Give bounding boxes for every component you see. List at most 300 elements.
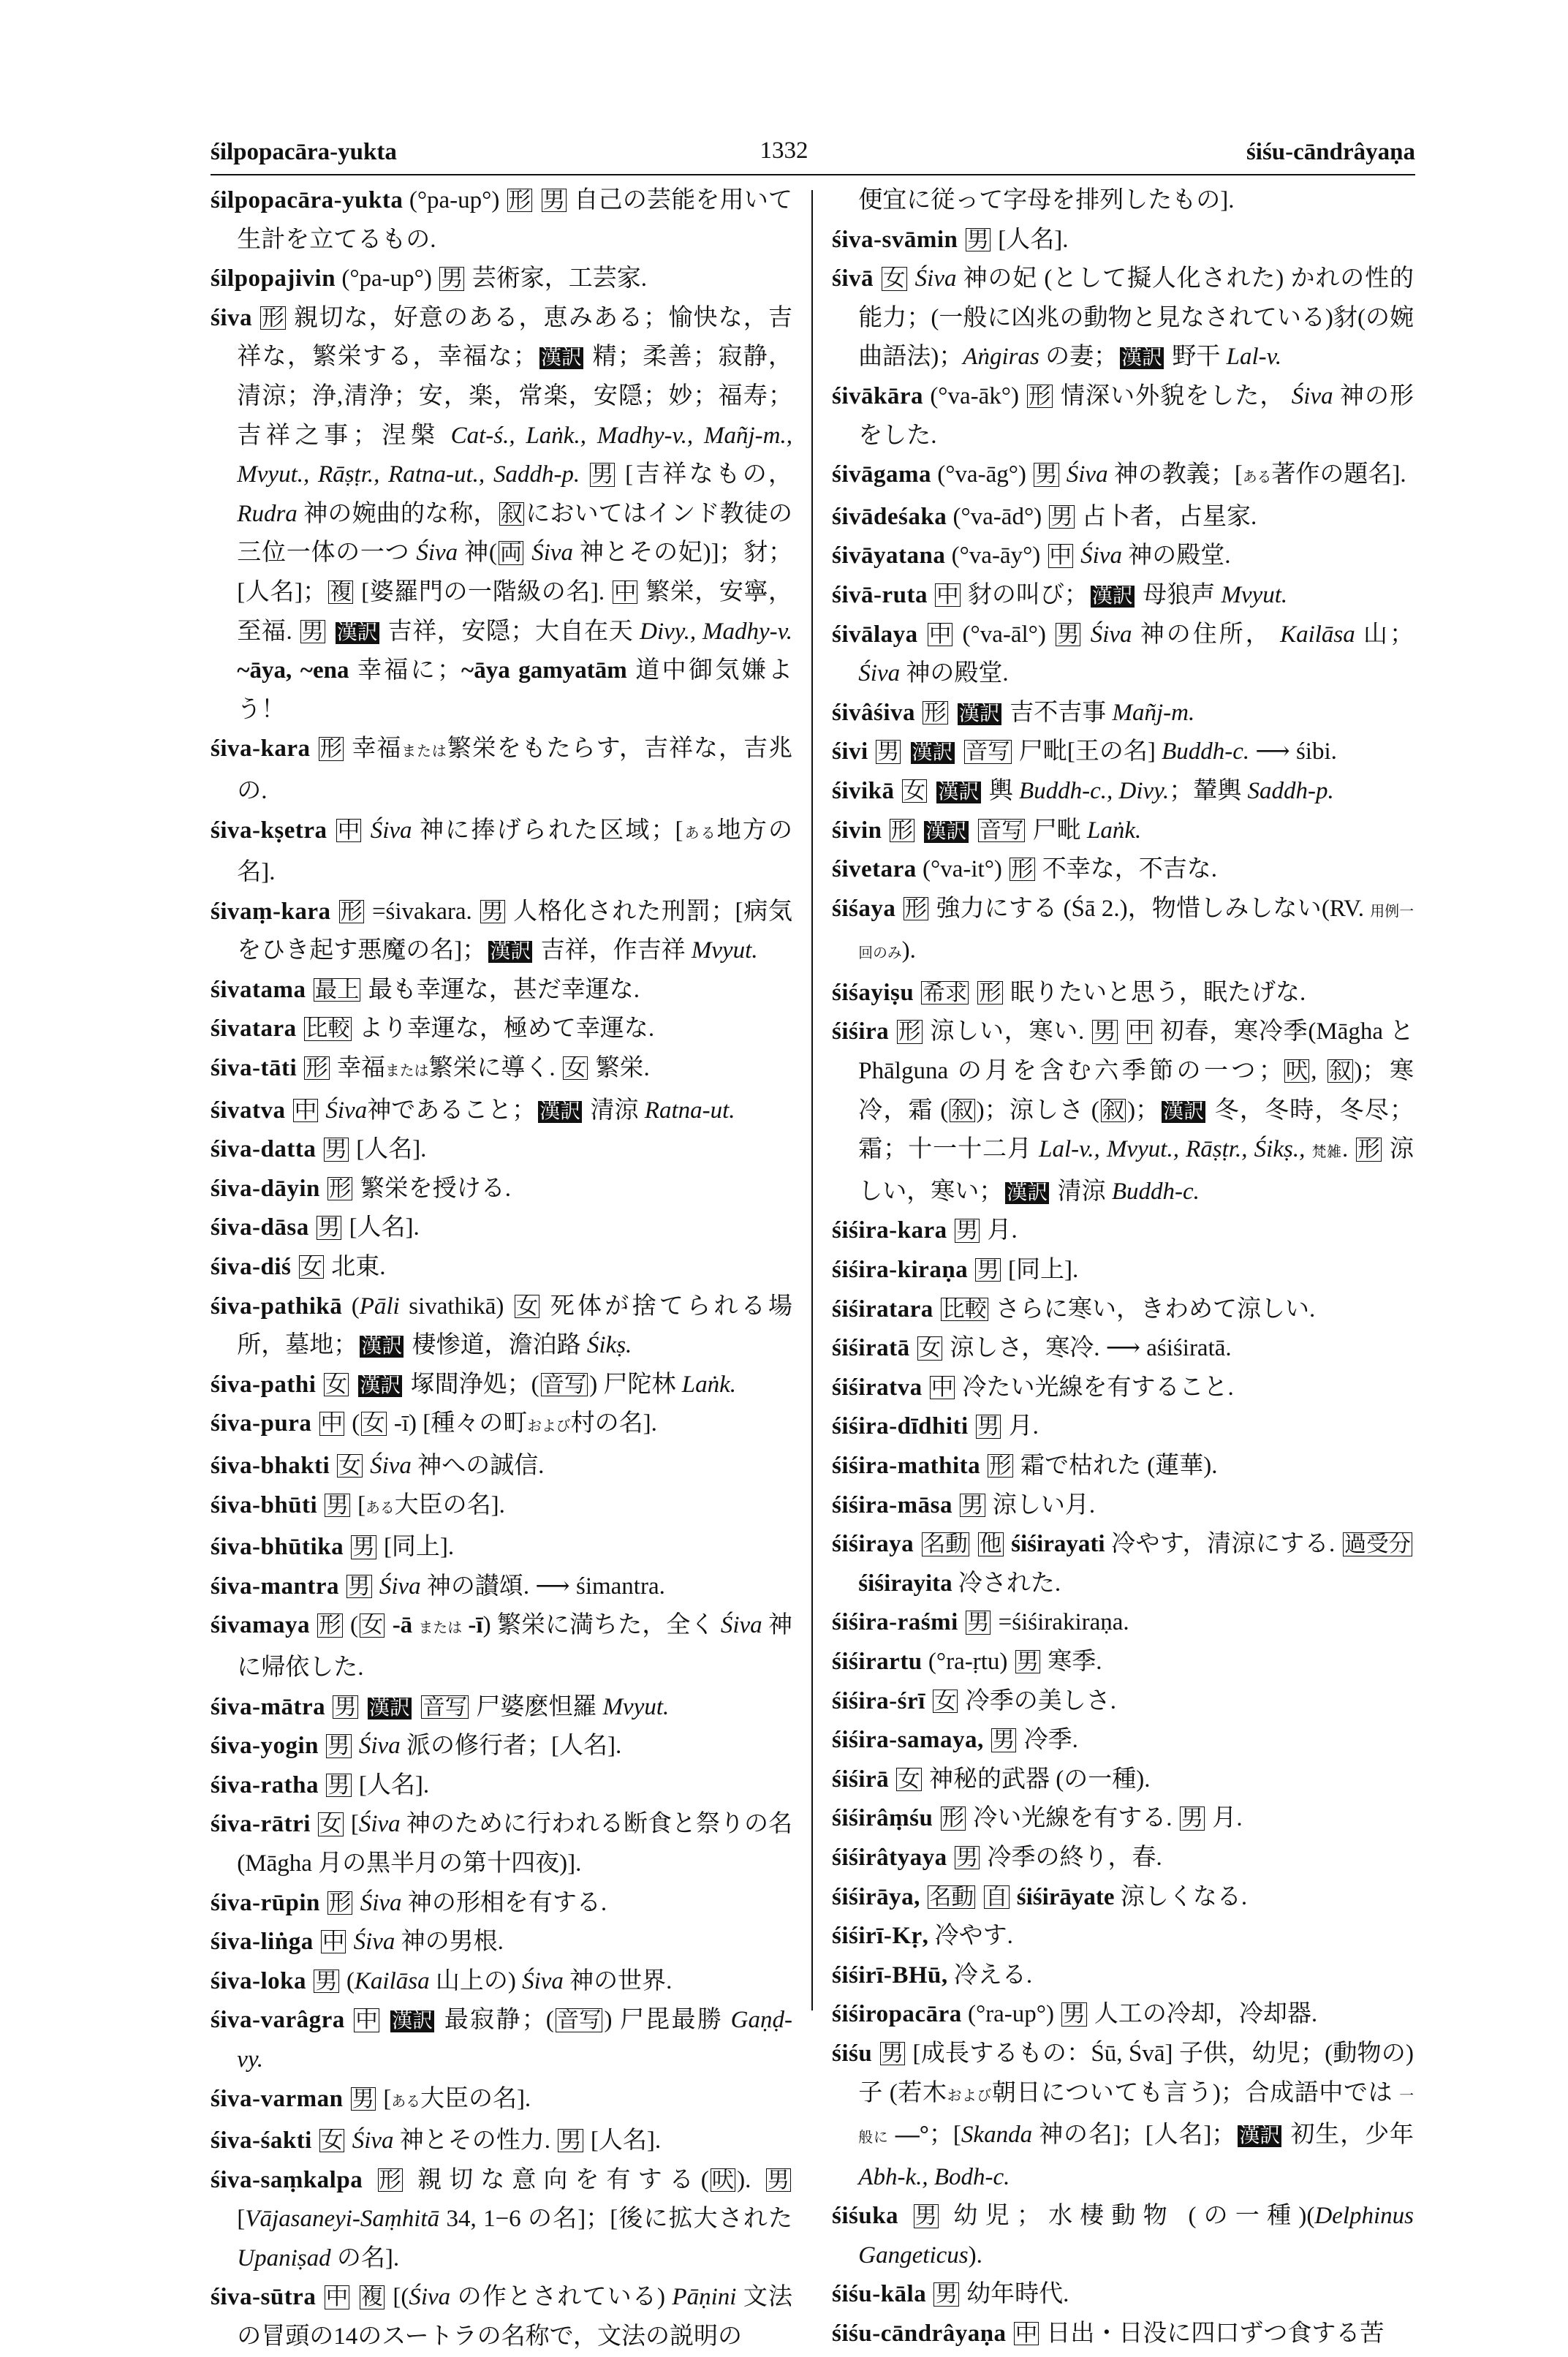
italic-text: Śiva — [416, 540, 458, 567]
grammar-label: 音写 — [542, 1372, 587, 1397]
page-number: 1332 — [760, 137, 808, 164]
bold-form: —° — [895, 2122, 929, 2149]
grammar-label: 男 — [317, 1215, 341, 1241]
grammar-label: 中 — [325, 2285, 349, 2310]
dictionary-entry: śiśirī-Kṛ, 冷やす. — [832, 1923, 1013, 1950]
bold-form: śiśirayita — [858, 1570, 952, 1597]
grammar-label: 複 — [360, 2285, 383, 2310]
headword: śiva-śakti — [211, 2127, 312, 2154]
dictionary-entry: śivi 男 漢訳 音写 尸毗[王の名] Buddh-c. ⟶ śibi. — [832, 738, 1337, 765]
grammar-label: 男 — [955, 1218, 979, 1244]
grammar-label: 形 — [898, 1019, 921, 1045]
grammar-label: 形 — [319, 736, 343, 762]
italic-text: Cat-ś., Laṅk., Madhy-v., Mañj-m., Mvyut., Rāṣṭr., Ratna-ut., Saddh-p. — [237, 422, 793, 488]
dictionary-entry: śivatva 中 Śiva神であること； 漢訳 清涼 Ratna-ut. — [211, 1097, 735, 1124]
grammar-label: 男 — [966, 227, 989, 252]
translation-label: 漢訳 — [360, 1374, 401, 1397]
italic-text: Buddh-c., Divy. — [1019, 777, 1170, 804]
grammar-label: 男 — [1057, 621, 1080, 647]
dictionary-entry: śiva-tāti 形 幸福または繁栄に導く. 女 繁栄. — [211, 1055, 650, 1082]
grammar-label: 女 — [325, 1372, 347, 1397]
grammar-label: 形 — [340, 898, 363, 924]
dictionary-entry: śiśirī-BHū, 冷える. — [832, 1961, 1033, 1989]
header-rule — [211, 174, 1415, 175]
dictionary-entry: śivaṃ-kara 形 =śivakara. 男 人格化された刑罰；[病気をひき起す悪魔の名]； 漢訳 吉祥，作吉祥 Mvyut. — [211, 898, 792, 964]
bold-form: ~āya, ~ena — [237, 657, 349, 684]
headword: śiśirī-BHū, — [832, 1961, 948, 1989]
small-note: 一般に — [858, 2087, 1414, 2146]
grammar-label: 男 — [993, 1728, 1015, 1753]
translation-label: 漢訳 — [369, 1696, 411, 1719]
headword: śiśira-mathita — [832, 1453, 981, 1479]
headword: śiśiratva — [832, 1374, 923, 1401]
translation-label: 漢訳 — [1163, 1100, 1205, 1123]
italic-text: Skanda — [961, 2122, 1033, 2149]
grammar-label: 中 — [928, 621, 952, 647]
grammar-label: 形 — [979, 980, 1001, 1005]
dictionary-entry: śiśu-kāla 男 幼年時代. — [832, 2281, 1069, 2308]
italic-text: Mvyut. — [1221, 581, 1288, 608]
dictionary-entry: śivâśiva 形 漢訳 吉不吉事 Mañj-m. — [832, 699, 1195, 726]
translation-label: 漢訳 — [1091, 584, 1133, 608]
grammar-label: 形 — [942, 1806, 964, 1831]
dictionary-entry: śivatama 最上 最も幸運な，甚だ幸運な. — [211, 976, 640, 1003]
grammar-label: 男 — [955, 1845, 979, 1870]
dictionary-entry: śivatara 比較 より幸運な，極めて幸運な. — [211, 1015, 655, 1043]
italic-text: Delphinus Gangeticus — [858, 2203, 1414, 2269]
dictionary-entry: śiva-varman 男 [ある大臣の名]. — [211, 2085, 531, 2112]
dictionary-entry: śiśira-kara 男 月. — [832, 1217, 1018, 1244]
grammar-label: 比較 — [942, 1296, 987, 1322]
dictionary-entry: śivikā 女 漢訳 輿 Buddh-c., Divy.；輦輿 Saddh-p. — [832, 777, 1334, 804]
small-note: ある — [366, 1499, 395, 1516]
italic-text: Saddh-p. — [1247, 777, 1334, 804]
dictionary-entry: śiva-pathikā (Pāli sivathikā) 女 死体が捨てられる場所，墓地； 漢訳 棲惨道，澹泊路 Śikṣ. — [211, 1293, 792, 1359]
translation-label: 漢訳 — [912, 741, 953, 765]
grammar-label: 吠 — [711, 2167, 735, 2193]
grammar-label: 男 — [325, 1137, 347, 1162]
headword: śiva-mātra — [211, 1693, 326, 1720]
dictionary-entry: śiva-varâgra 中 漢訳 最寂静；( 音写 ) 尸毘最勝 Gaṇḍ-vy. — [211, 2007, 792, 2073]
headword: śiśu — [832, 2040, 873, 2067]
headword: śivatara — [211, 1015, 297, 1043]
dictionary-entry: śiva 形 親切な，好意のある，恵みある；愉快な，吉祥な，繁栄する，幸福な； 漢訳 精；柔善；寂静，清涼；浄,清浄；安，楽，常楽，安隠；妙；福寿；吉祥之事；涅槃 Cat-ś., Laṅk., Madhy-v., Mañj-m., Mvyut., Rāṣṭr., Ratna-ut., Saddh-p. 男 [吉祥なもの，Rudra 神の婉曲的な称， 叙 においてはインド教徒の三位一体の一つ Śiva 神( 両 Śiva 神とその妃)]；豺；[人名]； 複 [婆羅門の一階級の名]. 中 繁栄，安寧，至福. 男 漢訳 吉祥，安隠；大自在天 Divy., Madhy-v. ~āya, ~ena 幸福に；~āya gamyatām 道中御気嫌よう！ — [211, 304, 793, 723]
dictionary-entry: śiśiratara 比較 さらに寒い，きわめて涼しい. — [832, 1295, 1316, 1323]
dictionary-entry: śiva-yogin 男 Śiva 派の修行者；[人名]. — [211, 1733, 622, 1760]
small-note: および — [947, 2087, 992, 2104]
italic-text: Śiva — [352, 2127, 394, 2154]
dictionary-entry: śiśirâṃśu 形 冷い光線を有する. 男 月. — [832, 1805, 1243, 1832]
italic-text: Śikṣ. — [586, 1332, 632, 1359]
italic-text: Mvyut. — [691, 937, 758, 964]
headword: śiśirâṃśu — [832, 1805, 933, 1832]
grammar-label: 女 — [934, 1688, 957, 1714]
italic-text: Śiva — [325, 1097, 368, 1124]
headword: śiva-rātri — [211, 1811, 311, 1838]
headword: śiva-dāsa — [211, 1214, 309, 1241]
italic-text: Divy., Madhy-v. — [640, 618, 793, 645]
grammar-label: 男 — [352, 1535, 375, 1560]
grammar-label: 女 — [363, 1411, 385, 1437]
dictionary-entry: śiva-pathi 女 漢訳 塚間浄処；( 音写 ) 尸陀林 Laṅk. — [211, 1371, 737, 1398]
headword: śilpopajivin — [211, 265, 336, 292]
grammar-label: 男 — [327, 1772, 350, 1798]
translation-label: 漢訳 — [1239, 2125, 1281, 2148]
italic-text: Śiva — [720, 1612, 762, 1639]
headword: śivin — [832, 817, 882, 844]
dictionary-entry: śiva-pura 中 ( 女 -ī) [種々の町および村の名]. — [211, 1410, 657, 1437]
italic-text: Pāli — [359, 1293, 400, 1320]
dictionary-entry: śivāyatana (°va-āy°) 中 Śiva 神の殿堂. — [832, 542, 1231, 570]
grammar-label: 希求 — [923, 980, 968, 1005]
italic-text: Śiva — [531, 540, 574, 567]
grammar-label: 男 — [935, 2282, 958, 2307]
italic-text: Śiva — [360, 1889, 402, 1916]
grammar-label: 最上 — [314, 977, 360, 1002]
headword: śiśu-kāla — [832, 2281, 927, 2308]
grammar-label: 複 — [330, 579, 352, 605]
headword: śiva-pathi — [211, 1371, 317, 1398]
italic-text: Upaniṣad — [237, 2244, 331, 2271]
dictionary-entry: śivin 形 漢訳 音写 尸毗 Laṅk. — [832, 817, 1142, 844]
grammar-label: 女 — [564, 1056, 587, 1081]
headword: śiva-dāyin — [211, 1175, 320, 1202]
italic-text: Śiva — [409, 2284, 451, 2311]
headword: śiva-rūpin — [211, 1889, 320, 1916]
small-note: 用例一回のみ — [858, 903, 1414, 962]
headword: śiva-mantra — [211, 1573, 339, 1600]
grammar-label: 男 — [881, 2040, 904, 2066]
headword: śiva-diś — [211, 1254, 292, 1281]
dictionary-entry: śiva-bhakti 女 Śiva 神への誠信. — [211, 1453, 545, 1479]
grammar-label: 形 — [1357, 1137, 1380, 1162]
bold-form: śiśirayati — [1011, 1531, 1105, 1558]
headword: śiva-kṣetra — [211, 817, 327, 844]
headword: śiśiratā — [832, 1335, 910, 1362]
grammar-label: 女 — [918, 1336, 942, 1361]
headword: śiśirâtyaya — [832, 1844, 947, 1871]
grammar-label: 名動 — [929, 1884, 974, 1910]
translation-label: 漢訳 — [490, 940, 531, 964]
grammar-label: 形 — [379, 2167, 401, 2193]
grammar-label: 叙 — [1329, 1059, 1352, 1084]
headword: śilpopacāra-yukta — [211, 187, 404, 213]
italic-text: Mañj-m. — [1112, 699, 1195, 726]
dictionary-entry: śiva-diś 女 北東. — [211, 1254, 386, 1281]
dictionary-entry: śilpopacāra-yukta (°pa-up°) 形 男 自己の芸能を用いて生計を立てるもの. — [211, 187, 793, 253]
dictionary-entry: śiśira-kiraṇa 男 [同上]. — [832, 1257, 1079, 1284]
italic-text: Pāṇini — [672, 2284, 737, 2311]
grammar-label: 中 — [613, 579, 637, 605]
translation-label: 漢訳 — [1121, 347, 1163, 370]
dictionary-entry: śiśirâtyaya 男 冷季の終り，春. — [832, 1844, 1162, 1871]
grammar-label: 自 — [985, 1884, 1008, 1910]
grammar-label: 形 — [1011, 857, 1034, 882]
headword: śiśira-dīdhiti — [832, 1413, 969, 1440]
italic-text: Ratna-ut. — [644, 1097, 735, 1124]
grammar-label: 叙 — [951, 1097, 974, 1123]
headword: śiśayiṣu — [832, 979, 914, 1006]
grammar-label: 男 — [326, 1492, 349, 1518]
translation-label: 漢訳 — [336, 621, 378, 644]
headword: śivâśiva — [832, 699, 916, 726]
entry-continuation: 便宜に従って字母を排列したもの]. — [858, 187, 1235, 213]
grammar-label: 男 — [1063, 2002, 1086, 2027]
dictionary-entry: śilpopajivin (°pa-up°) 男 芸術家，工芸家. — [211, 265, 647, 292]
dictionary-entry: śiva-mantra 男 Śiva 神の讃頌. ⟶ śimantra. — [211, 1573, 665, 1600]
dictionary-entry: śiva-dāyin 形 繁栄を授ける. — [211, 1175, 511, 1202]
grammar-label: 男 — [348, 1573, 371, 1599]
dictionary-entry: śiva-svāmin 男 [人名]. — [832, 226, 1069, 253]
dictionary-entry: śiva-bhūtika 男 [同上]. — [211, 1534, 455, 1561]
translation-label: 漢訳 — [540, 347, 583, 370]
running-head-left: śilpopacāra-yukta — [211, 139, 397, 165]
dictionary-entry: śiśu-cāndrâyaṇa 中 日出・日没に四口ずつ食する苦 — [832, 2320, 1385, 2347]
dictionary-entry: śiśiraya 名動 他 śiśirayati 冷やす，清涼にする. 過受分 śiśirayita 冷された. — [832, 1531, 1411, 1597]
bold-form: -ā — [392, 1612, 413, 1639]
small-note: 梵雑 — [1311, 1144, 1343, 1161]
dictionary-entry: śiva-kṣetra 中 Śiva 神に捧げられた区域；[ある地方の名]. — [211, 817, 793, 886]
headword: śivatama — [211, 976, 306, 1003]
headword: śiva-sūtra — [211, 2284, 317, 2311]
headword: śivetara — [832, 856, 917, 883]
headword: śiva-varman — [211, 2085, 344, 2112]
headword: śivālaya — [832, 621, 918, 648]
headword: śiśaya — [832, 895, 896, 922]
dictionary-entry: śiśira-raśmi 男 =śiśirakiraṇa. — [832, 1609, 1129, 1636]
dictionary-entry: śiśuka 男 幼児；水棲動物 (の一種)(Delphinus Gangeticus). — [832, 2203, 1414, 2269]
translation-label: 漢訳 — [925, 820, 967, 843]
headword: śiśirartu — [832, 1648, 923, 1675]
italic-text: Śiva — [522, 1967, 564, 1994]
grammar-label: 男 — [1035, 462, 1058, 488]
headword: śiva-loka — [211, 1967, 307, 1994]
dictionary-entry: śiśaya 形 強力にする (Śā 2.)，物惜しみしない(RV. 用例一回のみ). — [832, 895, 1414, 964]
right-column — [832, 181, 1414, 2354]
grammar-label: 形 — [319, 1613, 341, 1638]
headword: śivikā — [832, 777, 895, 804]
headword: śiśuka — [832, 2203, 899, 2230]
headword: śiva-kara — [211, 735, 311, 763]
headword: śivā-ruta — [832, 581, 928, 608]
headword: śivaṃ-kara — [211, 898, 331, 925]
grammar-label: 男 — [876, 739, 900, 765]
bold-form: ~āya gamyatām — [461, 657, 627, 684]
italic-text: Śiva — [858, 660, 901, 687]
dictionary-entry: śivādeśaka (°va-ād°) 男 占卜者，占星家. — [832, 503, 1257, 530]
grammar-label: 女 — [515, 1293, 539, 1319]
headword: śiśira-kara — [832, 1217, 947, 1244]
grammar-label: 形 — [329, 1890, 352, 1915]
grammar-label: 音写 — [979, 817, 1024, 843]
small-note: および — [527, 1418, 571, 1435]
headword: śiva-varâgra — [211, 2007, 345, 2034]
italic-text: Abh-k., Bodh-c. — [858, 2163, 1010, 2190]
grammar-label: 形 — [924, 700, 947, 725]
grammar-label: 中 — [1049, 543, 1072, 569]
headword: śiva-bhūtika — [211, 1534, 344, 1561]
grammar-label: 形 — [508, 188, 531, 213]
grammar-label: 中 — [936, 582, 959, 608]
grammar-label: 女 — [321, 2128, 344, 2154]
headword: śiva-bhakti — [211, 1453, 330, 1479]
headword: śiva-saṃkalpa — [211, 2166, 363, 2193]
dictionary-entry: śiva-loka 男 (Kailāsa 山上の) Śiva 神の世界. — [211, 1967, 673, 1994]
dictionary-entry: śiśira 形 涼しい，寒い. 男 中 初春，寒冷季(Māgha と Phālguna の月を含む六季節の一つ； 吠 , 叙 )；寒冷，霜 ( 叙 )；涼しさ ( 叙 )； 漢訳 冬，冬時，冬尽；霜；十一十二月 Lal-v., Mvyut., Rāṣṭr., Śikṣ., 梵雑. 形 涼しい，寒い； 漢訳 清涼 Buddh-c. — [832, 1018, 1414, 1205]
small-note: ある — [683, 825, 717, 841]
grammar-label: 女 — [338, 1453, 361, 1478]
italic-text: Vājasaneyi-Saṃhitā — [245, 2206, 440, 2233]
grammar-label: 形 — [989, 1453, 1012, 1478]
grammar-label: 形 — [890, 817, 914, 843]
italic-text: Śiva — [1291, 382, 1333, 409]
dictionary-entry: śivāgama (°va-āg°) 男 Śiva 神の教義；[ある著作の題名]. — [832, 461, 1406, 488]
grammar-label: 形 — [904, 896, 928, 921]
bold-form: śiśirāyate — [1016, 1883, 1115, 1910]
grammar-label: 男 — [1181, 1806, 1204, 1831]
headword: śiśirī-Kṛ, — [832, 1923, 929, 1950]
headword: śiva — [211, 304, 253, 331]
dictionary-entry: śiva-liṅga 中 Śiva 神の男根. — [211, 1929, 504, 1956]
headword: śivāgama — [832, 461, 931, 488]
headword: śiśira-samaya, — [832, 1727, 984, 1754]
grammar-label: 男 — [481, 898, 504, 924]
dictionary-entry: śiva-rūpin 形 Śiva 神の形相を有する. — [211, 1889, 607, 1916]
grammar-label: 男 — [334, 1694, 357, 1719]
dictionary-entry: śiva-śakti 女 Śiva 神とその性力. 男 [人名]. — [211, 2127, 662, 2154]
grammar-label: 男 — [559, 2128, 582, 2154]
grammar-label: 中 — [931, 1374, 954, 1400]
grammar-label: 男 — [352, 2086, 375, 2111]
grammar-label: 音写 — [556, 2008, 602, 2033]
grammar-label: 男 — [542, 188, 565, 213]
headword: śiva-ratha — [211, 1771, 319, 1798]
headword: śivādeśaka — [832, 503, 947, 530]
dictionary-entry: śiva-dāsa 男 [人名]. — [211, 1214, 420, 1241]
grammar-label: 中 — [322, 1929, 345, 1955]
dictionary-entry: śiva-kara 形 幸福または繁栄をもたらす，吉祥な，吉兆の. — [211, 735, 793, 804]
headword: śivatva — [211, 1097, 286, 1124]
dictionary-entry: śiva-saṃkalpa 形 親切な意向を有する( 吠 ). 男 [Vājasaneyi-Saṃhitā 34, 1−6 の名]；[後に拡大された Upaniṣad の名]. — [211, 2166, 792, 2271]
grammar-label: 男 — [591, 462, 614, 488]
italic-text: Śiva — [370, 817, 412, 844]
small-note: または — [401, 744, 447, 760]
small-note: または — [385, 1063, 429, 1080]
headword: śiśiraya — [832, 1531, 914, 1558]
headword: śivi — [832, 738, 868, 765]
headword: śiva-tāti — [211, 1055, 298, 1082]
grammar-label: 比較 — [305, 1016, 350, 1042]
grammar-label: 中 — [320, 1411, 343, 1437]
dictionary-entry: śiśira-samaya, 男 冷季. — [832, 1727, 1078, 1754]
headword: śiva-pathikā — [211, 1293, 343, 1320]
headword: śiva-bhūti — [211, 1491, 318, 1518]
small-note: ある — [1242, 469, 1272, 486]
headword: śivā — [832, 265, 874, 292]
dictionary-entry: śiśirartu (°ra-ṛtu) 男 寒季. — [832, 1648, 1102, 1675]
dictionary-entry: śiva-datta 男 [人名]. — [211, 1136, 427, 1163]
grammar-label: 形 — [262, 305, 284, 330]
grammar-label: 音写 — [423, 1694, 468, 1719]
dictionary-entry: śiva-rātri 女 [Śiva 神のために行われる断食と祭りの名(Māgha 月の黒半月の第十四夜)]. — [211, 1811, 793, 1877]
dictionary-entry: śiśira-māsa 男 涼しい月. — [832, 1491, 1096, 1518]
grammar-label: 男 — [977, 1257, 999, 1283]
italic-text: Laṅk. — [1086, 817, 1142, 844]
grammar-label: 他 — [980, 1532, 1002, 1557]
translation-label: 漢訳 — [392, 2010, 433, 2033]
italic-text: Rudra — [237, 500, 298, 527]
grammar-label: 形 — [329, 1176, 352, 1201]
translation-label: 漢訳 — [539, 1100, 581, 1123]
italic-text: Lal-v., Mvyut., Rāṣṭr., Śikṣ., — [1039, 1136, 1306, 1163]
grammar-label: 男 — [1050, 504, 1073, 529]
small-note: または — [418, 1620, 463, 1637]
dictionary-entry: śivākāra (°va-āk°) 形 情深い外貌をした， Śiva 神の形をした. — [832, 382, 1414, 449]
italic-text: Lal-v. — [1226, 344, 1282, 371]
dictionary-entry: śivetara (°va-it°) 形 不幸な，不吉な. — [832, 856, 1218, 883]
grammar-label: 男 — [1016, 1649, 1039, 1674]
dictionary-entry: śiva-ratha 男 [人名]. — [211, 1771, 430, 1798]
italic-text: Śiva — [1090, 621, 1132, 648]
dictionary-entry: śivālaya 中 (°va-āl°) 男 Śiva 神の住所， Kailāsa 山；Śiva 神の殿堂. — [832, 621, 1414, 687]
grammar-label: 中 — [1128, 1019, 1151, 1045]
italic-text: Śiva — [353, 1929, 395, 1956]
headword: śiśirāya, — [832, 1883, 920, 1910]
translation-label: 漢訳 — [958, 702, 1000, 725]
grammar-label: 女 — [300, 1255, 322, 1280]
headword: śiśira-kiraṇa — [832, 1257, 969, 1284]
small-note: ある — [391, 2093, 420, 2110]
grammar-label: 男 — [961, 1492, 984, 1518]
grammar-label: 中 — [355, 2008, 378, 2033]
headword: śiśiropacāra — [832, 2001, 962, 2028]
grammar-label: 名動 — [923, 1532, 968, 1557]
headword: śiva-pura — [211, 1410, 312, 1437]
headword: śiva-datta — [211, 1136, 317, 1163]
grammar-label: 女 — [361, 1613, 384, 1638]
headword: śiva-svāmin — [832, 226, 958, 253]
grammar-label: 叙 — [500, 501, 523, 526]
italic-text: Kailāsa — [1280, 621, 1355, 648]
italic-text: Śiva — [358, 1811, 401, 1838]
grammar-label: 男 — [1094, 1019, 1116, 1045]
headword: śiśira-māsa — [832, 1491, 952, 1518]
italic-text: Aṅgiras — [963, 344, 1039, 371]
grammar-label: 男 — [315, 1968, 338, 1994]
grammar-label: 吠 — [1285, 1059, 1308, 1084]
headword: śiva-liṅga — [211, 1929, 314, 1956]
italic-text: Laṅk. — [681, 1371, 737, 1398]
translation-label: 漢訳 — [938, 780, 980, 803]
headword: śiśu-cāndrâyaṇa — [832, 2320, 1007, 2347]
grammar-label: 女 — [903, 778, 926, 803]
bold-form: -ī — [468, 1612, 483, 1639]
grammar-label: 形 — [306, 1056, 328, 1081]
dictionary-entry: śiśayiṣu 希求 形 眠りたいと思う，眠たげな. — [832, 979, 1306, 1006]
grammar-label: 両 — [499, 540, 523, 566]
grammar-label: 男 — [967, 1610, 990, 1635]
grammar-label: 中 — [294, 1097, 317, 1123]
italic-text: Śiva — [370, 1453, 412, 1479]
italic-text: Śiva — [358, 1733, 401, 1760]
grammar-label: 過受分 — [1344, 1532, 1411, 1557]
grammar-label: 女 — [883, 266, 906, 292]
headword: śivāyatana — [832, 542, 946, 570]
italic-text: Śiva — [379, 1573, 421, 1600]
dictionary-entry: śiva-bhūti 男 [ある大臣の名]. — [211, 1491, 505, 1518]
grammar-label: 音写 — [965, 739, 1010, 765]
italic-text: Gaṇḍ-vy. — [237, 2007, 792, 2073]
